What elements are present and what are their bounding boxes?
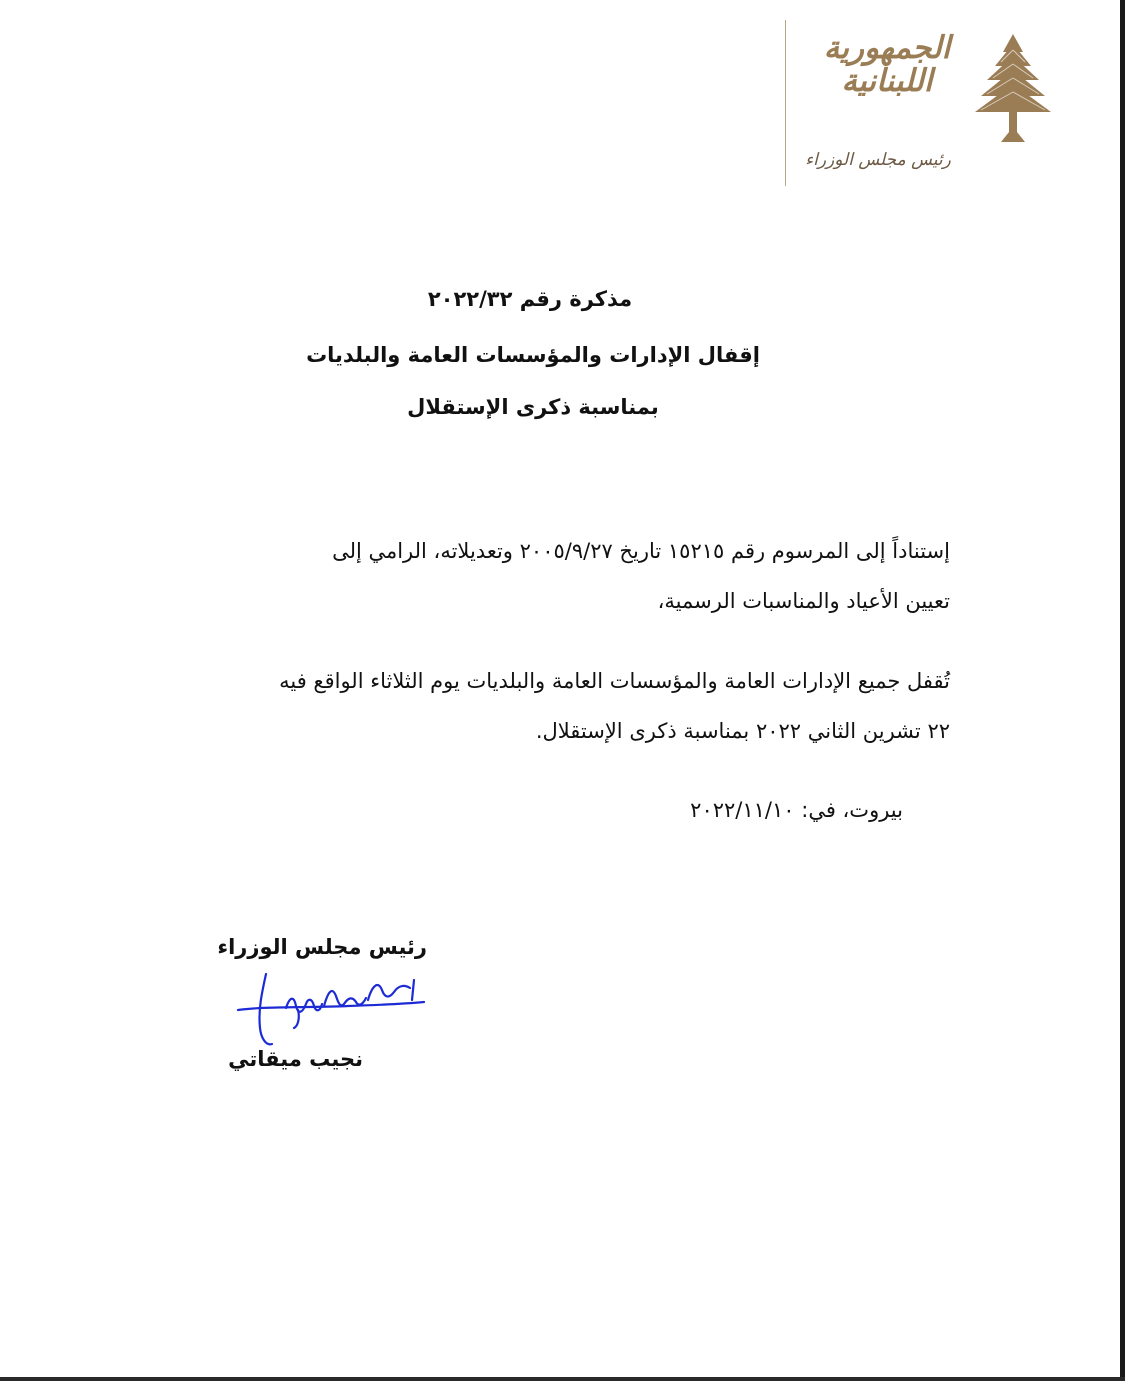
memo-title-line-1: إقفال الإدارات والمؤسسات العامة والبلديات	[306, 343, 760, 367]
republic-name-line-2: اللبنانية	[841, 62, 933, 99]
paragraph-decision-line-1: تُقفل جميع الإدارات العامة والمؤسسات العامة والبلديات يوم الثلاثاء الواقع فيه	[279, 669, 950, 693]
paragraph-reference-line-2: تعيين الأعياد والمناسبات الرسمية،	[657, 589, 950, 613]
paragraph-decision	[150, 656, 950, 756]
memo-title-line-2: بمناسبة ذكرى الإستقلال	[407, 395, 659, 419]
paragraph-decision-line-2: ٢٢ تشرين الثاني ٢٠٢٢ بمناسبة ذكرى الإستقلال.	[535, 719, 950, 743]
signatory-name: نجيب ميقاتي	[228, 1047, 363, 1071]
cedar-tree-icon	[971, 32, 1055, 144]
letterhead-office-name: رئيس مجلس الوزراء	[805, 150, 951, 170]
republic-name	[803, 32, 971, 97]
handwritten-signature	[228, 966, 438, 1050]
letterhead-divider	[785, 20, 786, 186]
signatory-title: رئيس مجلس الوزراء	[217, 935, 427, 959]
letterhead	[785, 20, 1075, 188]
page-edge-bottom	[0, 1377, 1125, 1381]
page-edge-right	[1120, 0, 1125, 1381]
paragraph-reference-line-1: إستناداً إلى المرسوم رقم ١٥٢١٥ تاريخ ٢٠٠٥/٩/٢٧ وتعديلاته، الرامي إلى	[332, 539, 950, 563]
memo-number: مذكرة رقم ٢٠٢٢/٣٢	[427, 287, 633, 311]
date-line: بيروت، في: ٢٠٢٢/١١/١٠	[690, 798, 903, 822]
republic-name-line-1: الجمهورية	[823, 30, 951, 66]
paragraph-reference	[150, 526, 950, 626]
